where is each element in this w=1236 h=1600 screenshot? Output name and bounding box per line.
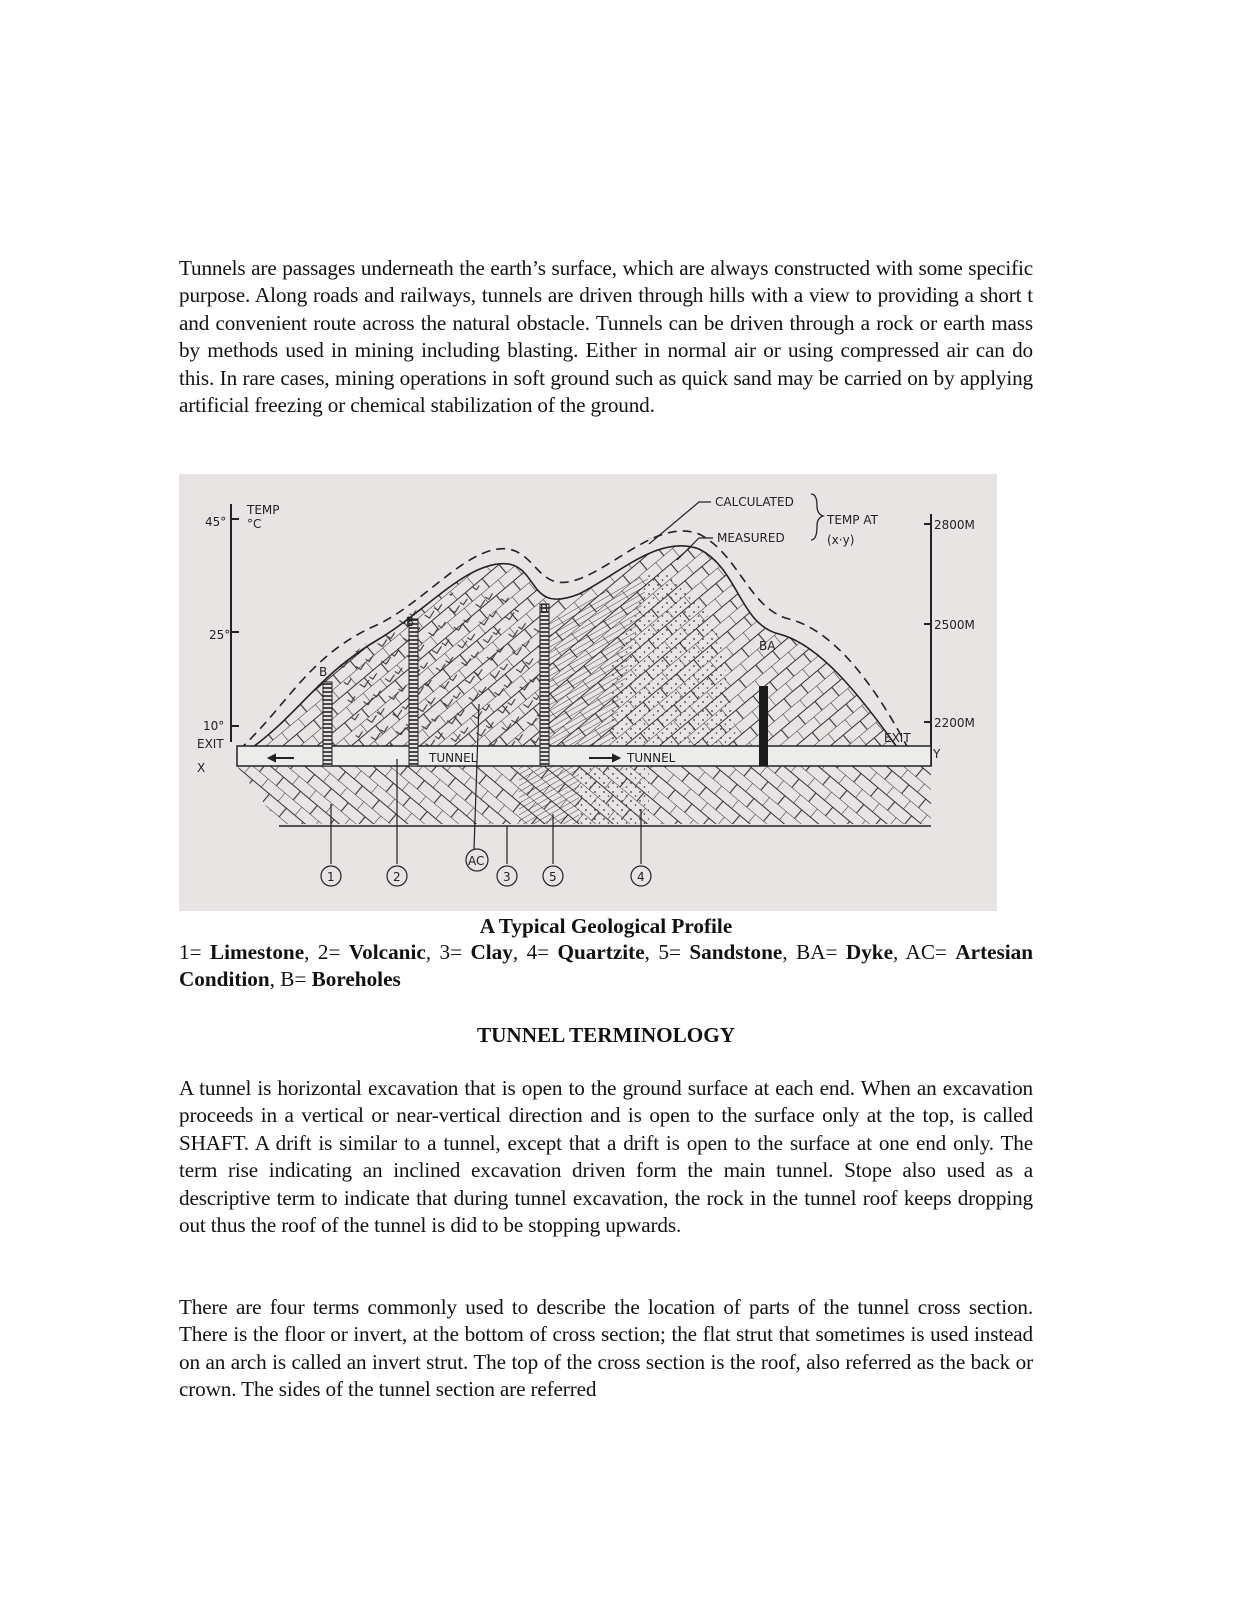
svg-text:4: 4 xyxy=(637,870,645,884)
x-label: X xyxy=(197,761,206,775)
temp-unit-label: °C xyxy=(247,517,262,531)
legend-sep: , xyxy=(892,940,906,964)
section-heading: TUNNEL TERMINOLOGY xyxy=(476,1023,736,1047)
exit-right-label: EXIT xyxy=(884,731,911,745)
legend-key-ba: BA= xyxy=(796,940,846,964)
tick-25: 25° xyxy=(209,628,231,642)
elev-2500: 2500M xyxy=(934,618,975,632)
tick-10: 10° xyxy=(203,719,225,733)
legend-sep: , xyxy=(644,940,659,964)
tunnel-right-label: TUNNEL xyxy=(627,751,676,765)
borehole-label-1: B xyxy=(319,665,328,679)
legend-value-boreholes: Boreholes xyxy=(311,967,401,992)
geological-profile-diagram xyxy=(179,474,997,911)
elev-2800: 2800M xyxy=(934,518,975,532)
legend-value-clay: Clay xyxy=(470,940,513,964)
svg-text:AC: AC xyxy=(468,854,485,868)
legend-key-5: 5= xyxy=(658,940,690,964)
legend-key-3: 3= xyxy=(439,940,471,964)
legend-value-limestone: Limestone xyxy=(209,940,305,964)
legend-key-2: 2= xyxy=(317,940,349,964)
svg-text:2: 2 xyxy=(393,870,401,884)
legend-sep: , xyxy=(269,967,281,992)
borehole-label-3: B xyxy=(540,602,549,616)
tunnel-left-label: TUNNEL xyxy=(429,751,478,765)
geological-profile-figure xyxy=(179,474,997,911)
legend-sep: , xyxy=(512,940,527,964)
temp-axis-label: TEMP xyxy=(247,503,280,517)
elev-2200: 2200M xyxy=(934,716,975,730)
tick-45: 45° xyxy=(205,515,227,529)
exit-left-label: EXIT xyxy=(197,737,224,751)
tunnel-definition-paragraph: A tunnel is horizontal excavation that is open to the ground surface at each end. When an excavation proceeds in a vertical or near-vertical direction and is open to the surface only at the top, is called SHAFT. A drift is similar to a tunnel, except that a drift is open to the surface at one end only. The term rise indicating an inclined excavation driven form the main tunnel. Stope also used as a descriptive term to indicate that during tunnel excavation, the rock in the tunnel roof keeps dropping out thus the roof of the tunnel is did to be stopping upwards. xyxy=(179,1076,1033,1238)
intro-paragraph: Tunnels are passages underneath the earth’s surface, which are always constructed with some specific purpose. Along roads and railways, tunnels are driven through hills with a view to providing a short t and convenient route across the natural obstacle. Tunnels can be driven through a rock or earth mass by methods used in mining including blasting. Either in normal air or using compressed air can do this. In rare cases, mining operations in soft ground such as quick sand may be carried on by applying artificial freezing or chemical stabilization of the ground. xyxy=(179,256,1033,418)
marker-5 xyxy=(543,814,563,886)
svg-text:5: 5 xyxy=(549,870,557,884)
dyke-label: BA xyxy=(759,639,776,653)
legend-value-quartzite: Quartzite xyxy=(557,940,645,964)
legend-sep: , xyxy=(304,940,318,964)
temp-at-label: TEMP AT xyxy=(827,513,878,527)
legend-value-artesian: Artesian Condition xyxy=(179,940,1034,992)
legend-sep: , xyxy=(782,940,797,964)
measured-label: MEASURED xyxy=(717,531,785,545)
borehole-label-2: B xyxy=(406,615,415,629)
legend-value-dyke: Dyke xyxy=(845,940,893,964)
y-label: Y xyxy=(933,747,941,761)
legend-key-4: 4= xyxy=(526,940,558,964)
xy-label: (x·y) xyxy=(827,533,855,547)
legend-sep: , xyxy=(425,940,440,964)
cross-section-paragraph: There are four terms commonly used to describe the location of parts of the tunnel cross section. There is the floor or invert, at the bottom of cross section; the flat strut that sometimes is used instead on an arch is called an invert strut. The top of the cross section is the roof, also referred as the back or crown. The sides of the tunnel section are referred xyxy=(179,1295,1033,1402)
svg-text:1: 1 xyxy=(327,870,335,884)
svg-text:3: 3 xyxy=(503,870,511,884)
figure-legend xyxy=(179,939,1033,994)
legend-key-b: B= xyxy=(280,967,312,992)
marker-3 xyxy=(497,826,517,886)
legend-value-sandstone: Sandstone xyxy=(689,940,783,964)
legend-value-volcanic: Volcanic xyxy=(348,940,426,964)
legend-key-1: 1= xyxy=(179,940,210,964)
figure-caption-title: A Typical Geological Profile xyxy=(479,914,733,938)
legend-key-ac: AC= xyxy=(905,940,956,964)
calculated-label: CALCULATED xyxy=(715,495,794,509)
